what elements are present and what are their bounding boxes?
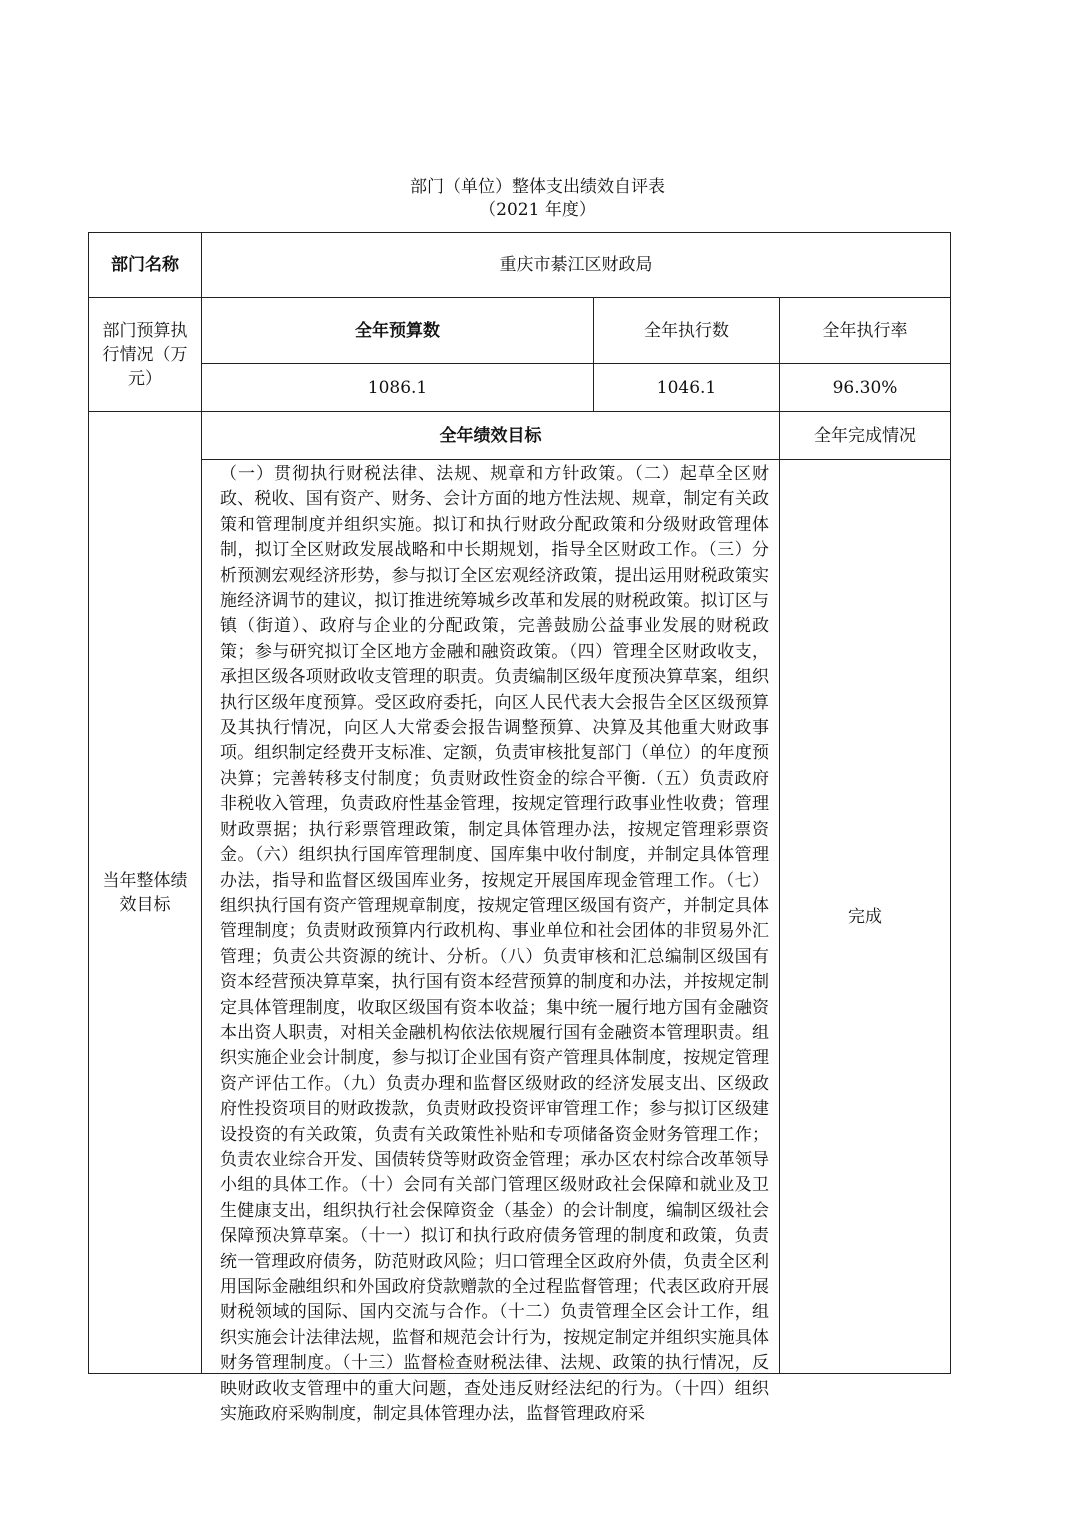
document-year: （2021 年度） — [479, 200, 596, 220]
performance-table — [88, 232, 951, 1425]
goal-text-cell — [202, 460, 780, 1425]
completion-header: 全年完成情况 — [780, 412, 951, 460]
budget-value-rate: 96.30% — [780, 364, 951, 412]
goal-header: 全年绩效目标 — [202, 412, 780, 460]
budget-header-annual: 全年预算数 — [202, 298, 594, 364]
budget-value-annual: 1086.1 — [202, 364, 594, 412]
budget-label: 部门预算执行情况（万元） — [89, 298, 202, 412]
dept-name-value: 重庆市綦江区财政局 — [202, 233, 951, 298]
goal-text: （一）贯彻执行财税法律、法规、规章和方针政策。（二）起草全区财政、税收、国有资产、财务、会计方面的地方性法规、规章，制定有关政策和管理制度并组织实施。拟订和执行财政分配政策和分级财政管理体制，拟订全区财政发展战略和中长期规划，指导全区财政工作。（三）分析预测宏观经济形势，参与拟订全区宏观经济政策，提出运用财税政策实施经济调节的建议，拟订推进统筹城乡改革和发展的财税政策。拟订区与镇（街道）、政府与企业的分配政策，完善鼓励公益事业发展的财税政策；参与研究拟订全区地方金融和融资政策。（四）管理全区财政收支，承担区级各项财政收支管理的职责。负责编制区级年度预决算草案，组织执行区级年度预算。受区政府委托，向区人民代表大会报告全区区级预算及其执行情况，向区人大常委会报告调整预算、决算及其他重大财政事项。组织制定经费开支标准、定额，负责审核批复部门（单位）的年度预决算；完善转移支付制度；负责财政性资金的综合平衡.（五）负责政府非税收入管理，负责政府性基金管理，按规定管理行政事业性收费；管理财政票据；执行彩票管理政策，制定具体管理办法，按规定管理彩票资金。（六）组织执行国库管理制度、国库集中收付制度，并制定具体管理办法，指导和监督区级国库业务，按规定开展国库现金管理工作。（七）组织执行国有资产管理规章制度，按规定管理区级国有资产，并制定具体管理制度；负责财政预算内行政机构、事业单位和社会团体的非贸易外汇管理；负责公共资源的统计、分析。（八）负责审核和汇总编制区级国有资本经营预决算草案，执行国有资本经营预算的制度和办法，并按规定制定具体管理制度，收取区级国有资本收益；集中统一履行地方国有金融资本出资人职责，对相关金融机构依法依规履行国有金融资本管理职责。组织实施企业会计制度，参与拟订企业国有资产管理具体制度，按规定管理资产评估工作。（九）负责办理和监督区级财政的经济发展支出、区级政府性投资项目的财政拨款，负责财政投资评审管理工作；参与拟订区级建设投资的有关政策，负责有关政策性补贴和专项储备资金财务管理工作；负责农业综合开发、国债转贷等财政资金管理；承办区农村综合改革领导小组的具体工作。（十）会同有关部门管理区级财政社会保障和就业及卫生健康支出，组织执行社会保障资金（基金）的会计制度，编制区级社会保障预决算草案。（十一）拟订和执行政府债务管理的制度和政策，负责统一管理政府债务，防范财政风险；归口管理全区政府外债，负责全区利用国际金融组织和外国政府贷款赠款的全过程监督管理；代表区政府开展财税领域的国际、国内交流与合作。（十二）负责管理全区会计工作，组织实施会计法律法规，监督和规范会计行为，按规定制定并组织实施具体财务管理制度。（十三）监督检查财税法律、法规、政策的执行情况，反映财政收支管理中的重大问题，查处违反财经法纪的行为。（十四）组织实施政府采购制度，制定具体管理办法，监督管理政府采 — [220, 464, 769, 1425]
dept-name-label: 部门名称 — [89, 233, 202, 298]
budget-header-executed: 全年执行数 — [594, 298, 780, 364]
budget-value-executed: 1046.1 — [594, 364, 780, 412]
budget-header-rate: 全年执行率 — [780, 298, 951, 364]
completion-value: 完成 — [780, 460, 951, 1374]
document-title: 部门（单位）整体支出绩效自评表 — [410, 177, 665, 197]
goal-section-label: 当年整体绩效目标 — [89, 412, 202, 1374]
